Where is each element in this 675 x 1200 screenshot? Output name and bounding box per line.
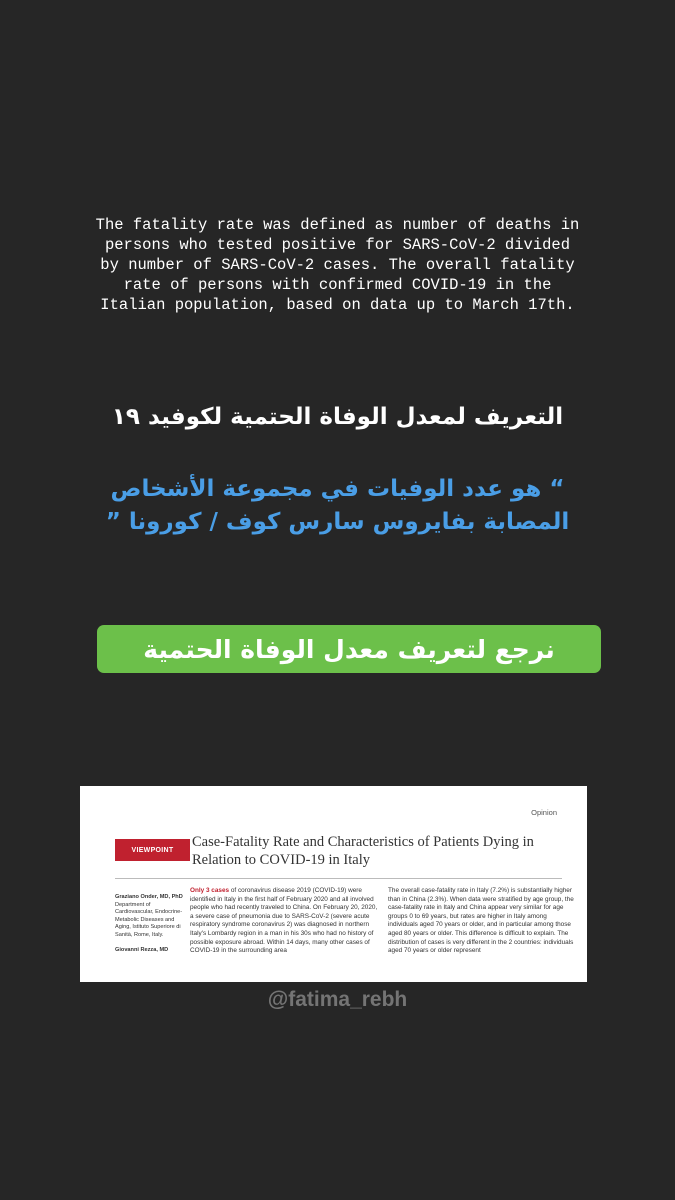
author-2-name: Giovanni Rezza, MD [115, 947, 169, 953]
author-1-name: Graziano Onder, MD, PhD [115, 894, 183, 900]
english-definition-text: The fatality rate was defined as number of deaths in persons who tested positive for SARS-CoV-2 divided by number of SARS-CoV-2 cases. The overall fatality rate of persons with confirmed COVID-19 in the Italian population, based on data up to March 17th. [95, 216, 580, 314]
arabic-definition-line-1: “ هو عدد الوفيات في مجموعة الأشخاص [110, 476, 565, 502]
paper-section-label: Opinion [531, 808, 557, 817]
watermark-username: @fatima_rebh [267, 988, 408, 1011]
viewpoint-badge: VIEWPOINT [115, 839, 190, 861]
author-1-affiliation: Department of Cardiovascular, Endocrine-Metabolic Diseases and Aging, Istituto Superiore di Sanità, Rome, Italy. [115, 901, 183, 938]
paper-highlight: Only 3 cases [190, 887, 230, 894]
paper-column-1 [190, 887, 380, 956]
arabic-title: التعريف لمعدل الوفاة الحتمية لكوفيد ١٩ [111, 404, 564, 430]
arabic-definition-line-2: المصابة بفايروس سارس كوف / كورونا ” [105, 509, 570, 535]
green-label-text: نرجع لتعريف معدل الوفاة الحتمية [143, 634, 555, 664]
paper-column-1-text: of coronavirus disease 2019 (COVID-19) were identified in Italy in the first half of February 2020 and all involved people who had recently traveled to China. On February 20, 2020, a severe case of pneumonia due to SARS-CoV-2 (severe acute respiratory syndrome coronavirus 2) was diagnosed in northern Italy's Lombardy region in a man in his 30s who had no history of possible exposure abroad. Within 14 days, many other cases of COVID-19 in the surrounding area [190, 887, 378, 955]
paper-screenshot [80, 786, 587, 982]
paper-title: Case-Fatality Rate and Characteristics of Patients Dying in Relation to COVID-19 in Italy [192, 834, 534, 868]
paper-divider [115, 878, 562, 879]
arabic-definition [60, 473, 615, 539]
green-highlight-label [97, 625, 601, 673]
paper-authors [115, 894, 185, 955]
paper-column-2: The overall case-fatality rate in Italy (7.2%) is substantially higher than in China (2.3%). When data were stratified by age group, the case-fatality rate in Italy and China appear very similar for age groups 0 to 69 years, but rates are higher in Italy among individuals aged 70 years or older, and in particular among those aged 80 years or older. This difference is difficult to explain. The distribution of cases is very different in the 2 countries: individuals aged 70 years or older represent [388, 887, 574, 955]
